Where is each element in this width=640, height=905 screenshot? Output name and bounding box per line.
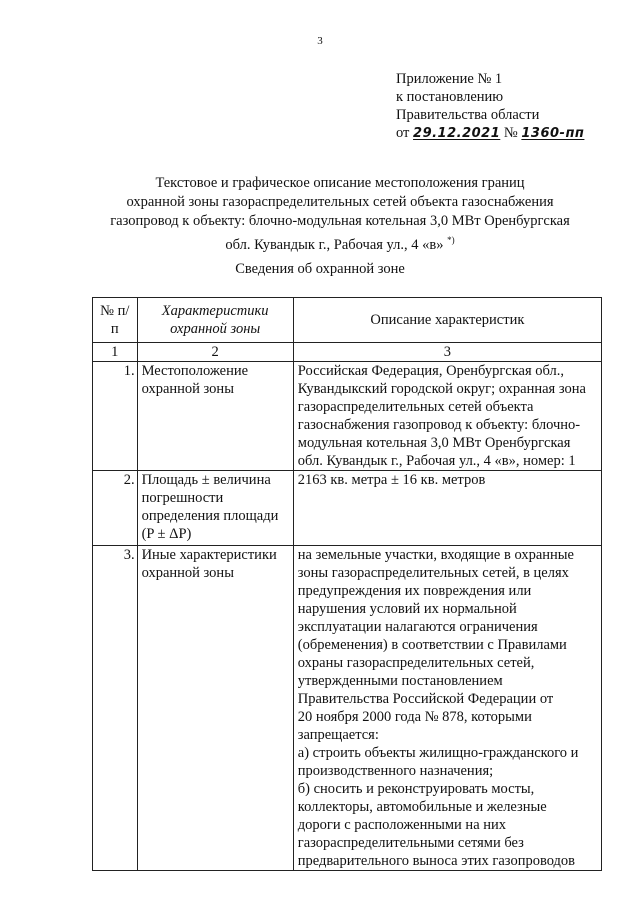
appendix-date-line xyxy=(396,124,584,143)
row-number: 3. xyxy=(93,546,138,871)
page-number: 3 xyxy=(317,35,323,47)
description-line: производственного назначения; xyxy=(297,763,494,779)
title-line-1: Текстовое и графическое описание местоположения границ xyxy=(155,175,525,191)
protection-zone-table xyxy=(92,297,602,871)
row-description xyxy=(293,546,601,871)
description-line: коллекторы, автомобильные и железные xyxy=(297,799,547,815)
description-line: предупреждения их повреждения или xyxy=(297,583,532,599)
row-number: 2. xyxy=(93,471,138,546)
index-cell-2: 2 xyxy=(137,343,293,362)
description-line: 2163 кв. метра ± 16 кв. метров xyxy=(297,472,486,488)
description-line: газоснабжения газопровод к объекту: блочно- xyxy=(297,417,581,433)
description-line: 20 ноября 2000 года № 878, которыми xyxy=(297,709,532,725)
document-title xyxy=(60,174,620,255)
index-cell-1: 1 xyxy=(93,343,138,362)
description-line: предварительного выноса этих газопроводов xyxy=(297,853,576,869)
title-line-4 xyxy=(60,231,620,255)
row-description xyxy=(293,362,601,471)
handwritten-date: 29.12.2021 xyxy=(413,126,501,141)
description-line: модульная котельная 3,0 МВт Оренбургская xyxy=(297,435,571,451)
description-line: газораспределительных сетей объекта xyxy=(297,399,534,415)
description-line: запрещается: xyxy=(297,727,379,743)
description-line: Правительства Российской Федерации от xyxy=(297,691,554,707)
table-index-row xyxy=(93,343,602,362)
section-subtitle: Сведения об охранной зоне xyxy=(235,261,405,277)
appendix-line-2: к постановлению xyxy=(396,89,504,105)
row-characteristic: Иные характеристики охранной зоны xyxy=(137,546,293,871)
description-line: б) сносить и реконструировать мосты, xyxy=(297,781,535,797)
row-characteristic: Площадь ± величина погрешности определения площади (P ± ΔP) xyxy=(137,471,293,546)
description-line: а) строить объекты жилищно-гражданского и xyxy=(297,745,579,761)
title-line-2: охранной зоны газораспределительных сетей объекта газоснабжения xyxy=(126,194,554,210)
description-line: охраны газораспределительных сетей, xyxy=(297,655,535,671)
title-line-4-text: обл. Кувандык г., Рабочая ул., 4 «в» xyxy=(225,236,444,253)
header-number: № п/п xyxy=(93,298,138,343)
appendix-block xyxy=(396,70,584,143)
table-row xyxy=(93,471,602,546)
handwritten-number: 1360-пп xyxy=(521,126,585,141)
appendix-line-3: Правительства области xyxy=(396,107,540,123)
row-number: 1. xyxy=(93,362,138,471)
table-header-row xyxy=(93,298,602,343)
description-line: обл. Кувандык г., Рабочая ул., 4 «в», номер: 1 xyxy=(297,453,576,469)
description-line: зоны газораспределительных сетей, в целях xyxy=(297,565,569,581)
header-description: Описание характеристик xyxy=(293,298,601,343)
index-cell-3: 3 xyxy=(293,343,601,362)
description-line: нарушения условий их нормальной xyxy=(297,601,517,617)
from-prefix: от xyxy=(396,125,410,141)
description-line: Кувандыкский городской округ; охранная зона xyxy=(297,381,586,397)
header-characteristic: Характеристики охранной зоны xyxy=(137,298,293,343)
row-characteristic: Местоположение охранной зоны xyxy=(137,362,293,471)
description-line: на земельные участки, входящие в охранные xyxy=(297,547,574,563)
number-prefix: № xyxy=(503,125,518,141)
description-line: эксплуатации налагаются ограничения xyxy=(297,619,538,635)
table-row xyxy=(93,546,602,871)
appendix-line-1: Приложение № 1 xyxy=(396,71,503,87)
description-line: дороги с расположенными на них xyxy=(297,817,507,833)
description-line: Российская Федерация, Оренбургская обл., xyxy=(297,363,565,379)
description-line: (обременения) в соответствии с Правилами xyxy=(297,637,567,653)
row-description xyxy=(293,471,601,546)
description-line: утвержденными постановлением xyxy=(297,673,503,689)
footnote-mark: *) xyxy=(447,235,455,245)
description-line: газораспределительными сетями без xyxy=(297,835,524,851)
table-row xyxy=(93,362,602,471)
title-line-3: газопровод к объекту: блочно-модульная котельная 3,0 МВт Оренбургская xyxy=(110,213,570,229)
